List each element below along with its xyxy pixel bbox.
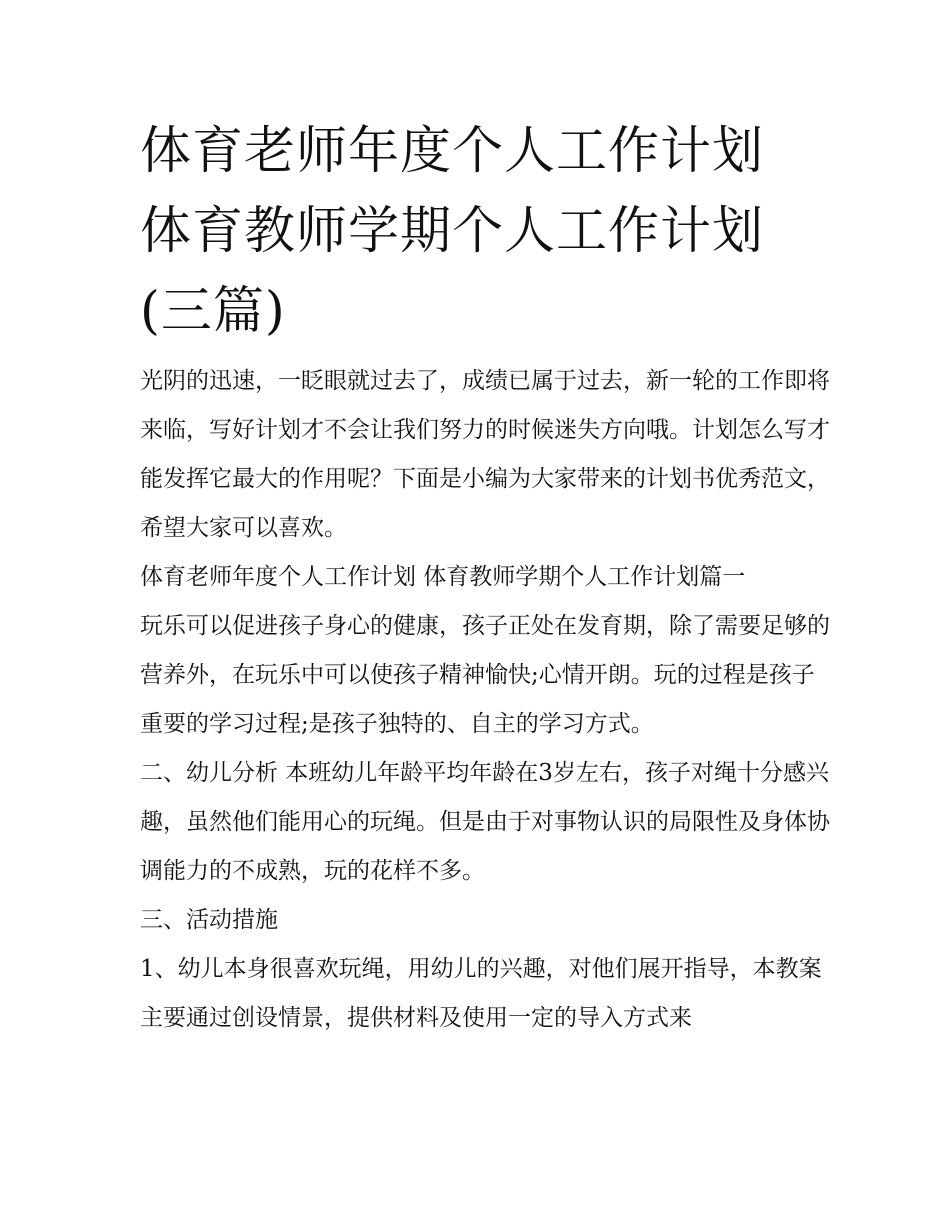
document-body [140,357,830,1043]
paragraph-activity-measures-heading: 三、活动措施 [140,907,278,933]
paragraph-section-heading: 体育老师年度个人工作计划 体育教师学期个人工作计划篇一 [140,564,746,590]
paragraph-intro: 光阴的迅速，一眨眼就过去了，成绩已属于过去，新一轮的工作即将来临，写好计划才不会让我们努力的时候迷失方向哦。计划怎么写才能发挥它最大的作用呢？下面是小编为大家带来的计划书优秀范文，希望大家可以喜欢。 [140,368,830,541]
paragraph-play-benefits: 玩乐可以促进孩子身心的健康，孩子正处在发育期，除了需要足够的营养外，在玩乐中可以使孩子精神愉快;心情开朗。玩的过程是孩子重要的学习过程;是孩子独特的、自主的学习方式。 [140,613,830,737]
paragraph-child-analysis: 二、幼儿分析 本班幼儿年龄平均年龄在3岁左右，孩子对绳十分感兴趣，虽然他们能用心的玩绳。但是由于对事物认识的局限性及身体协调能力的不成熟，玩的花样不多。 [140,760,830,884]
paragraph-measure-1: 1、幼儿本身很喜欢玩绳，用幼儿的兴趣，对他们展开指导，本教案主要通过创设情景，提供材料及使用一定的导入方式来 [140,956,822,1031]
document-title: 体育老师年度个人工作计划 体育教师学期个人工作计划(三篇) [140,122,765,341]
